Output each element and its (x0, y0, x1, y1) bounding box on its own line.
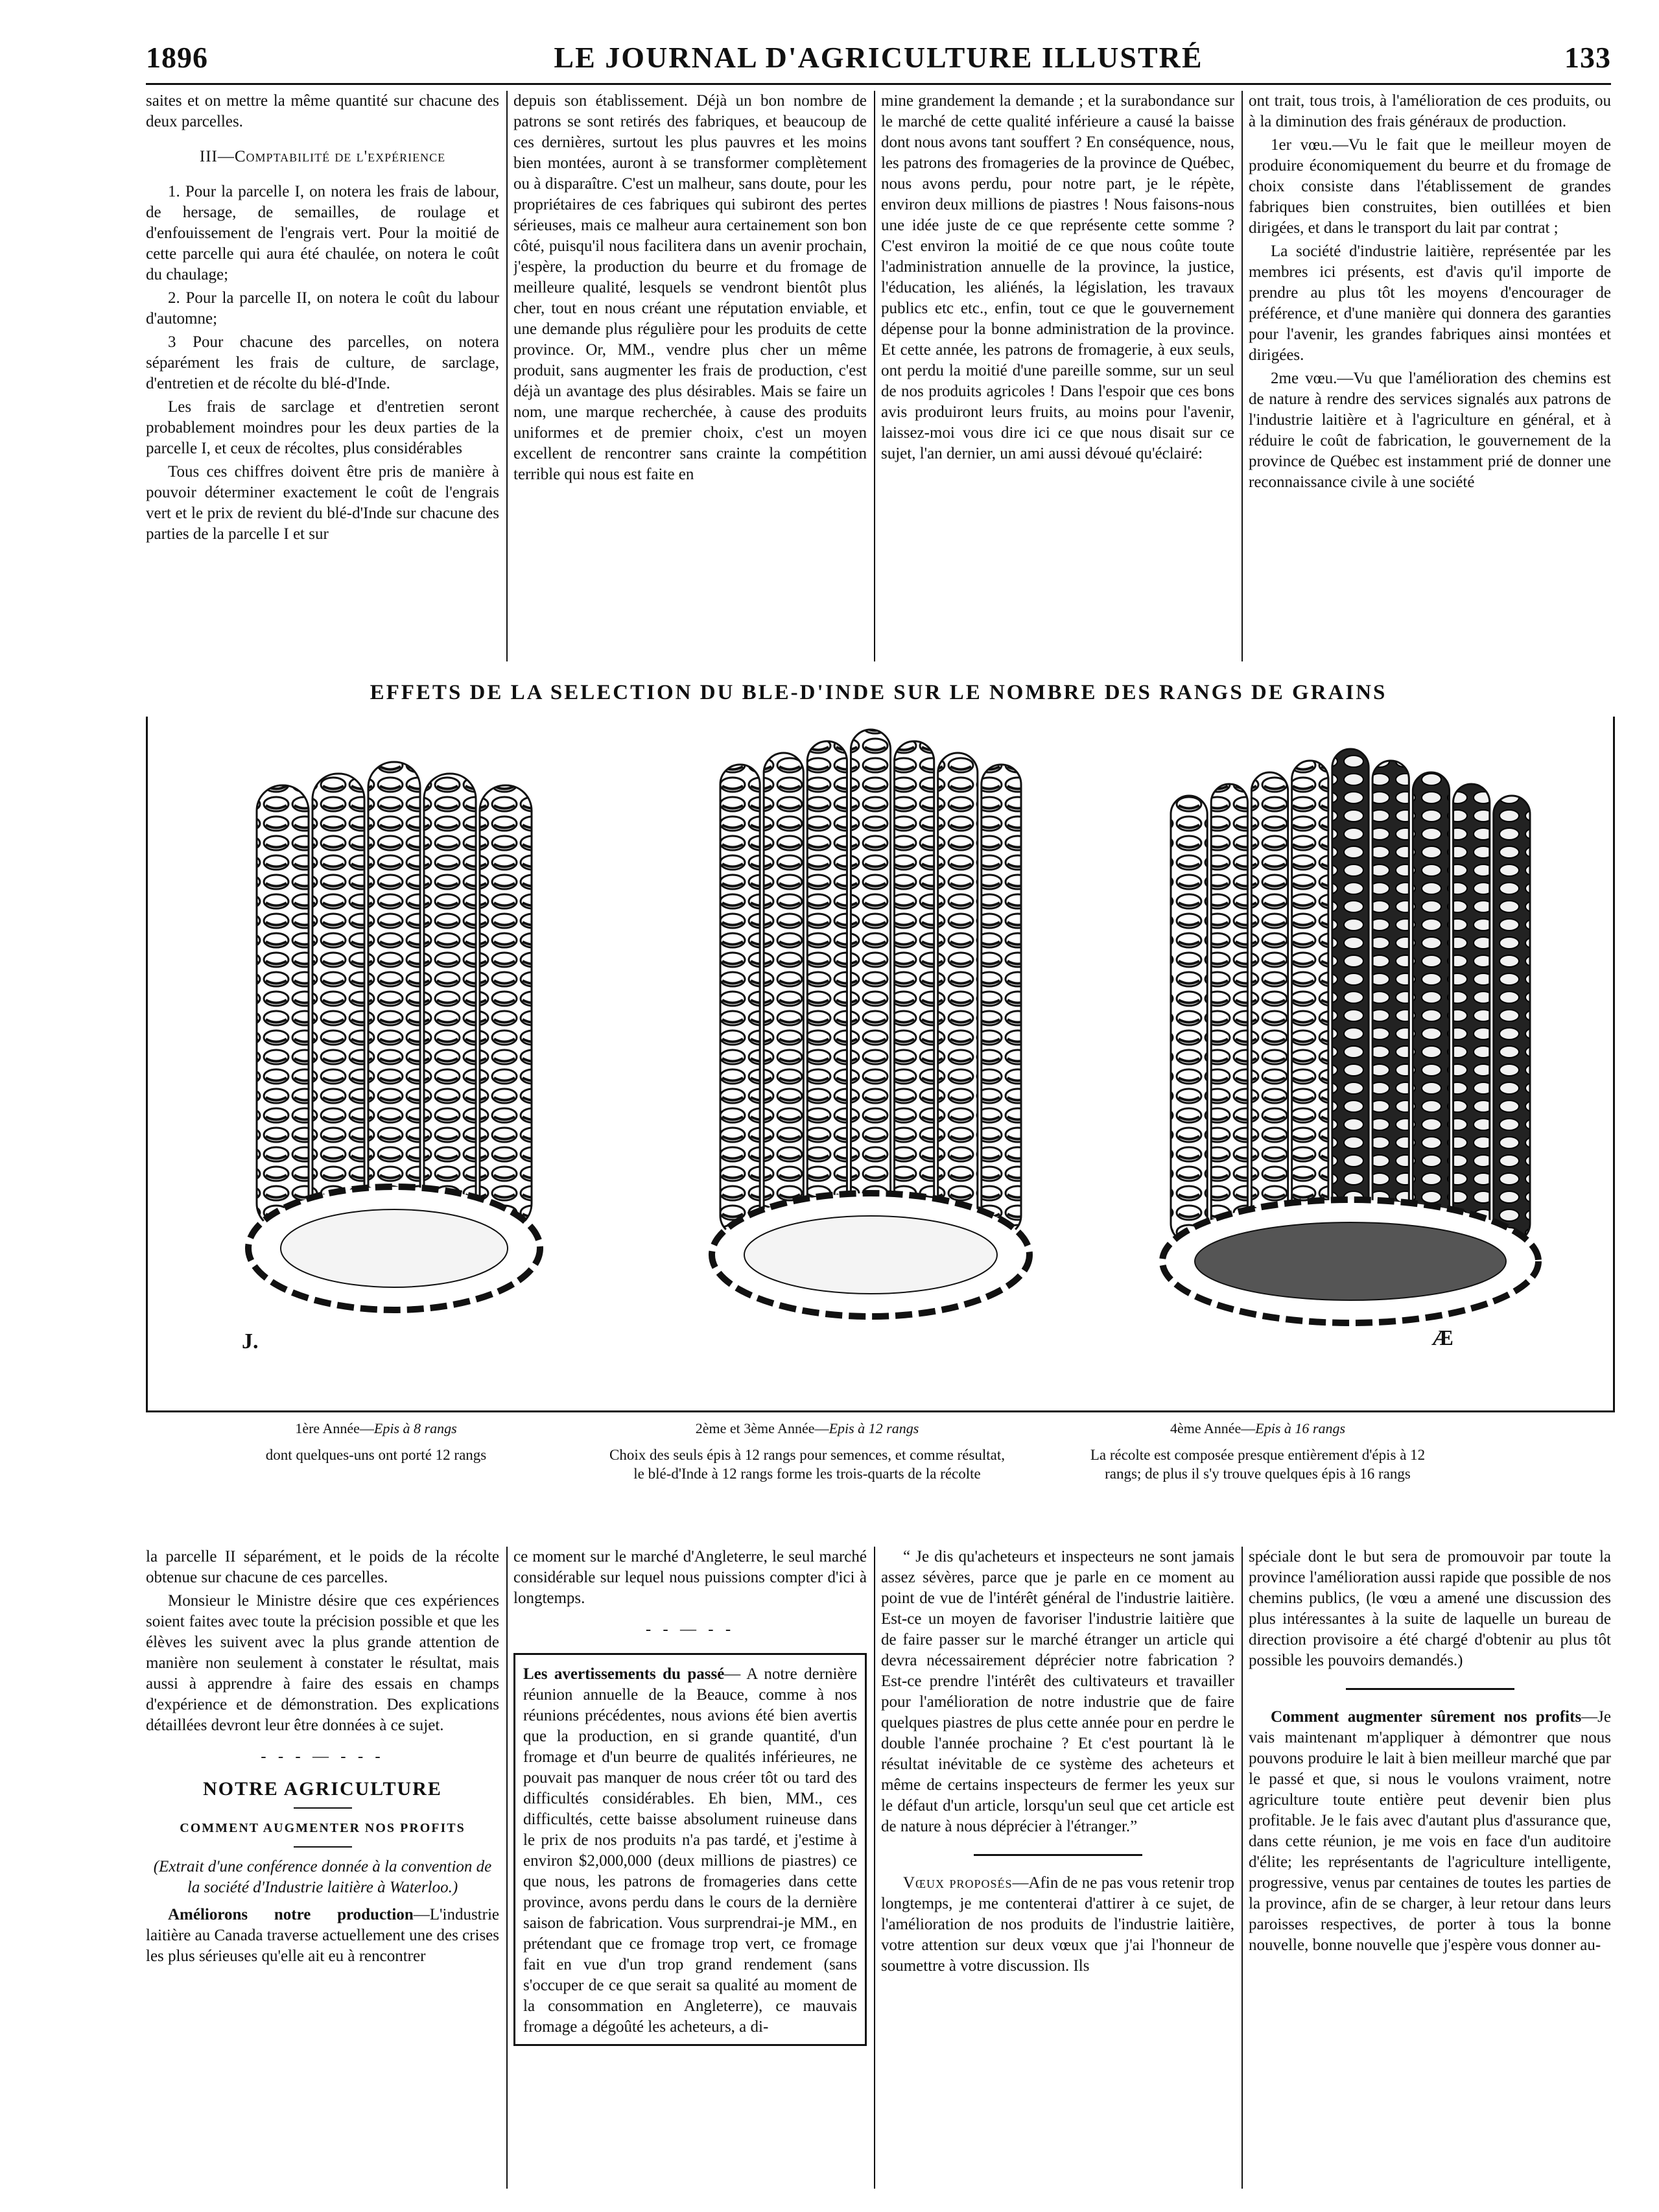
kernel-row (1292, 761, 1328, 1242)
paragraph: 1er vœu.—Vu le fait que le meilleur moyen de produire économiquement du beurre et du fromage de choix consiste dans l'établissement de grandes fabriques bien construites, bien outillées et bien dirigées, et dans le transport du lait par contrat ; (1249, 136, 1611, 237)
caption-body: dont quelques-uns ont porté 12 rangs (265, 1447, 487, 1463)
bottom-column-3 (881, 1547, 1234, 2189)
caption-head: 1ère Année— (295, 1420, 374, 1436)
paragraph-text: —Je vais maintenant m'appliquer à démontrer que nous pouvons produire le lait à bien meilleur marché que par le passé et que, si nous le voulons vraiment, notre agriculture toute entière peut devenir bien plus profitable. Je le fais avec d'autant plus d'assurance que, dans cette réunion, je me vois en face d'un auditoire d'élite; les représentants de l'agriculture intelligente, progressive, venus par centaines de toutes les parties de la province, afin de se charger, à leur retour dans leurs paroisses respectives, de porter à tous la bonne nouvelle, bonne nouvelle que j'espère vous donner au- (1249, 1708, 1611, 1954)
short-rule (294, 1807, 352, 1809)
paragraph (881, 1873, 1234, 1977)
kernel-row (1332, 749, 1369, 1242)
paragraph-text: — A notre dernière réunion annuelle de la Beauce, comme à nos réunions précédentes, nous avions été bien avertis que la production, en si grande quantité, d'un fromage et d'un beurre de qualités inférieures, ne pouvait pas manquer de nous créer tôt ou tard des difficultés considérables. Eh bien, MM., ces difficultés, cette baisse absolument ruineuse dans le prix de nos produits n'a pas tardé, et j'estime à environ $2,000,000 (deux millions de piastres) ce que nous, les patrons de fromageries dans cette province, avons perdu dans le cours de la dernière saison de fabrication. Vous surprendrai-je MM., en prétendant que ce fromage trop vert, ce fromage fait en vue d'un trop grand rendement (sans s'occuper de ce que serait sa qualité au moment de la consommation en Angleterre), ce mauvais fromage a dégoûté les acheteurs, a di- (523, 1665, 857, 2036)
masthead-title: LE JOURNAL D'AGRICULTURE ILLUSTRÉ (554, 41, 1203, 74)
paragraph: ce moment sur le marché d'Angleterre, le seul marché considérable sur lequel nous puissions compter d'ici à longtemps. (513, 1548, 867, 1607)
kernel-row (1372, 761, 1409, 1242)
kernel-row (1453, 784, 1490, 1242)
kernel-row (368, 762, 420, 1229)
section-title: NOTRE AGRICULTURE (203, 1778, 442, 1800)
column-divider (874, 91, 875, 661)
separator: - - - — - - - (261, 1748, 384, 1765)
paragraph: 1. Pour la parcelle I, on notera les frais de labour, de hersage, de semailles, de roulage et d'enfouissement de l'engrais vert. Pour la moitié de cette parcelle qui aura été chaulée, on notera le coût du chaulage; (146, 183, 499, 283)
caption-head: 4ème Année— (1170, 1420, 1256, 1436)
top-column-1 (146, 91, 499, 674)
bottom-column-2 (513, 1547, 867, 2189)
run-in-head: Vœux proposés (903, 1874, 1013, 1892)
kernel-row (1171, 796, 1207, 1242)
engraver-signature-left: J. (242, 1329, 259, 1353)
extract-note: (Extrait d'une conférence donnée à la convention de la société d'Industrie laitière à Waterloo.) (153, 1858, 492, 1896)
paragraph: Monsieur le Ministre désire que ces expériences soient faites avec toute la précision possible et que les élèves les suivent avec la plus grande attention de manière non seulement à constater le résultat, mais aussi à apprendre à faire des essais en champs d'expérience et de démonstration. Des explications détaillées devront leur être données à ce sujet. (146, 1592, 499, 1734)
caption-body: Choix des seuls épis à 12 rangs pour semences, et comme résultat, le blé-d'Inde à 12 rangs forme les trois-quarts de la récolte (609, 1447, 1005, 1482)
kernel-row (982, 765, 1021, 1235)
kernel-row (1494, 796, 1530, 1242)
kernel-row (424, 774, 476, 1229)
paragraph-text: —L'industrie laitière au Canada traverse actuellement une des crises les plus sérieuses qu'elle ait eu à rencontrer (146, 1906, 499, 1965)
kernel-row (257, 785, 309, 1229)
kernel-row (720, 765, 760, 1235)
kernel-row (807, 741, 847, 1235)
caption-head-italic: Epis à 8 rangs (373, 1420, 457, 1436)
kernel-row (1413, 772, 1449, 1242)
separator: - - — - - (645, 1621, 735, 1638)
bottom-column-1 (146, 1547, 499, 2189)
paragraph: ont trait, tous trois, à l'amélioration de ces produits, ou à la diminution des frais généraux de production. (1249, 92, 1611, 130)
corn-ear-year-1 (248, 762, 540, 1310)
column-divider (506, 1547, 508, 2189)
masthead-rule (146, 83, 1611, 85)
kernel-row (1251, 772, 1288, 1242)
paragraph: “ Je dis qu'acheteurs et inspecteurs ne sont jamais assez sévères, parce que je parle en ce moment au point de vue de l'intérêt général de l'industrie laitière. Est-ce un moyen de favoriser l'industrie laitière que de faire passer sur le marché étranger un article qui devra nécessairement déprécier notre fabrication ? Est-ce prendre l'intérêt des cultivateurs et travailler pour l'amélioration de notre industrie que de faire quelques piastres de plus cette année pour en perdre le double l'année prochaine ? Et c'est pourtant là le résultat inévitable de ce système des acheteurs et même de certains inspecteurs de fermer les yeux sur le défaut d'un article, lorsqu'un seul que cet article est de nature à nous déprécier à l'étranger.” (881, 1548, 1234, 1835)
paragraph: 3 Pour chacune des parcelles, on notera séparément les frais de culture, de sarclage, d'entretien et de récolte du blé-d'Inde. (146, 333, 499, 392)
run-in-head: Les avertissements du passé (523, 1665, 725, 1683)
caption-year-2-3 (606, 1419, 1008, 1483)
corn-ear-year-4 (1162, 749, 1538, 1323)
engraver-signature-right: Æ (1431, 1326, 1453, 1350)
figure-corn-ears (146, 717, 1615, 1412)
column-divider (506, 91, 508, 661)
caption-year-1 (194, 1419, 558, 1464)
masthead-page-number: 133 (1564, 41, 1611, 74)
kernel-row (1211, 784, 1247, 1242)
caption-head: 2ème et 3ème Année— (695, 1420, 829, 1436)
paragraph: depuis son établissement. Déjà un bon nombre de patrons se sont retirés des fabriques, et beaucoup de ces dernières, surtout les plus pauvres et les moins bien montées, auront à se transformer complètement ou à disparaître. C'est un malheur, sans doute, pour les propriétaires de ces fabriques qui subiront des pertes sérieuses, mais ce malheur aura certainement son bon côté, puisqu'il nous facilitera dans un avenir prochain, j'espère, la production du beurre et du fromage de meilleure qualité, lesquels se vendront bientôt plus cher, tout en nous créant une réputation enviable, et une demande plus régulière pour les produits de cette province. Or, MM., vendre plus cher un même produit, sans augmenter les frais de production, c'est déjà un avantage des plus désirables. Mais se faire un nom, une marque recherchée, à cause des produits uniformes et de premier choix, c'est un moyen excellent de rencontrer sans crainte la compétition terrible qui nous est faite en (513, 92, 867, 483)
cob-core (744, 1216, 997, 1294)
top-column-4 (1249, 91, 1611, 674)
kernel-row (312, 774, 364, 1229)
top-column-2 (513, 91, 867, 674)
short-rule (294, 1846, 352, 1848)
cob-core (1195, 1222, 1506, 1300)
bottom-column-4 (1249, 1547, 1611, 2189)
paragraph: La société d'industrie laitière, représentée par les membres ici présents, est d'avis qu'il importe de prendre au plus tôt les moyens d'encourager de préférence, et d'une manière qui donnera des garanties pour l'avenir, les grandes fabriques ainsi montées et dirigées. (1249, 243, 1611, 364)
section-heading: III—Comptabilité de l'expérience (199, 148, 446, 165)
paragraph: la parcelle II séparément, et le poids de la récolte obtenue sur chacune de ces parcelles. (146, 1548, 499, 1586)
paragraph: Tous ces chiffres doivent être pris de manière à pouvoir déterminer exactement le coût de l'engrais vert et le prix de revient du blé-d'Inde sur chacune des parties de la parcelle I et sur (146, 463, 499, 543)
paragraph-text: —Afin de ne pas vous retenir trop longtemps, je me contenterai d'attirer à ce sujet, de l'amélioration de nos produits de l'industrie laitière, votre attention sur deux vœux que j'ai l'honneur de soumettre à votre discussion. Ils (881, 1874, 1234, 1975)
section-subtitle: COMMENT AUGMENTER NOS PROFITS (180, 1821, 465, 1835)
paragraph: mine grandement la demande ; et la surabondance sur le marché de cette qualité inférieure a causé la baisse dont nous avons tant souffert ? En conséquence, nous, les patrons des fromageries de la province de Québec, nous avons perdu, pour notre part, je le répète, environ deux millions de piastres ! Nous faisons-nous une idée juste de ce que représente cette somme ? C'est environ la moitié de ce que nous coûte toute l'administration annuelle de la province, la justice, l'éducation, les aliénés, la législation, les travaux publics etc etc., enfin, tout ce que le gouvernement dépense pour la bonne administration de la province. Et cette année, les patrons de fromagerie, à eux seuls, ont perdu la moitié d'une pareille somme, sur un seul de nos produits agricoles ! Dans l'espoir que ces bons avis produiront leurs fruits, au moins pour l'avenir, laissez-moi vous dire ici ce que nous disait sur ce sujet, l'an dernier, un ami aussi dévoué qu'éclairé: (881, 92, 1234, 462)
boxed-article (513, 1653, 867, 2046)
paragraph: spéciale dont le but sera de promouvoir par toute la province l'amélioration aussi rapide que possible de nos chemins publics, (le vœu a amené une discussion des plus intéressantes à la suite de laquelle un bureau de direction provisoire a été chargé d'obtenir au plus tôt possible les pouvoirs demandés.) (1249, 1548, 1611, 1669)
figure-title: EFFETS DE LA SELECTION DU BLE-D'INDE SUR LE NOMBRE DES RANGS DE GRAINS (370, 681, 1387, 704)
run-in-head: Comment augmenter sûrement nos profits (1271, 1708, 1582, 1726)
kernel-row (938, 753, 978, 1235)
caption-head-italic: Epis à 12 rangs (829, 1420, 919, 1436)
caption-body: La récolte est composée presque entièrement d'épis à 12 rangs; de plus il s'y trouve quelques épis à 16 rangs (1090, 1447, 1426, 1482)
paragraph: Les frais de sarclage et d'entretien seront probablement moindres pour les deux parties de la parcelle I, et ceux de récoltes, plus considérables (146, 398, 499, 457)
corn-ear-year-2-3 (712, 730, 1030, 1316)
masthead-year: 1896 (146, 41, 208, 74)
masthead (146, 40, 1611, 83)
column-divider (1241, 91, 1243, 661)
rule (974, 1854, 1142, 1856)
caption-head-italic: Epis à 16 rangs (1255, 1420, 1346, 1436)
rule (1346, 1688, 1514, 1690)
cob-core (281, 1209, 508, 1287)
kernel-row (895, 741, 934, 1235)
column-divider (874, 1547, 875, 2189)
paragraph: saites et on mettre la même quantité sur chacune des deux parcelles. (146, 92, 499, 130)
top-column-3 (881, 91, 1234, 674)
paragraph: 2. Pour la parcelle II, on notera le coût du labour d'automne; (146, 289, 499, 327)
paragraph (146, 1905, 499, 1967)
kernel-row (851, 730, 890, 1235)
column-divider (1241, 1547, 1243, 2189)
paragraph (523, 1664, 857, 2038)
paragraph (1249, 1707, 1611, 1956)
run-in-head: Améliorons notre production (168, 1906, 414, 1923)
paragraph: 2me vœu.—Vu que l'amélioration des chemins est de nature à rendre des services signalés aux patrons de l'industrie laitière et à l'agriculture en général, et à réduire le coût de fabrication, le gouvernement de la province de Québec est instamment prié de donner une reconnaissance civile à une société (1249, 370, 1611, 491)
kernel-row (764, 753, 803, 1235)
corn-illustration (148, 717, 1609, 1409)
caption-year-4 (1076, 1419, 1439, 1483)
kernel-row (480, 785, 532, 1229)
